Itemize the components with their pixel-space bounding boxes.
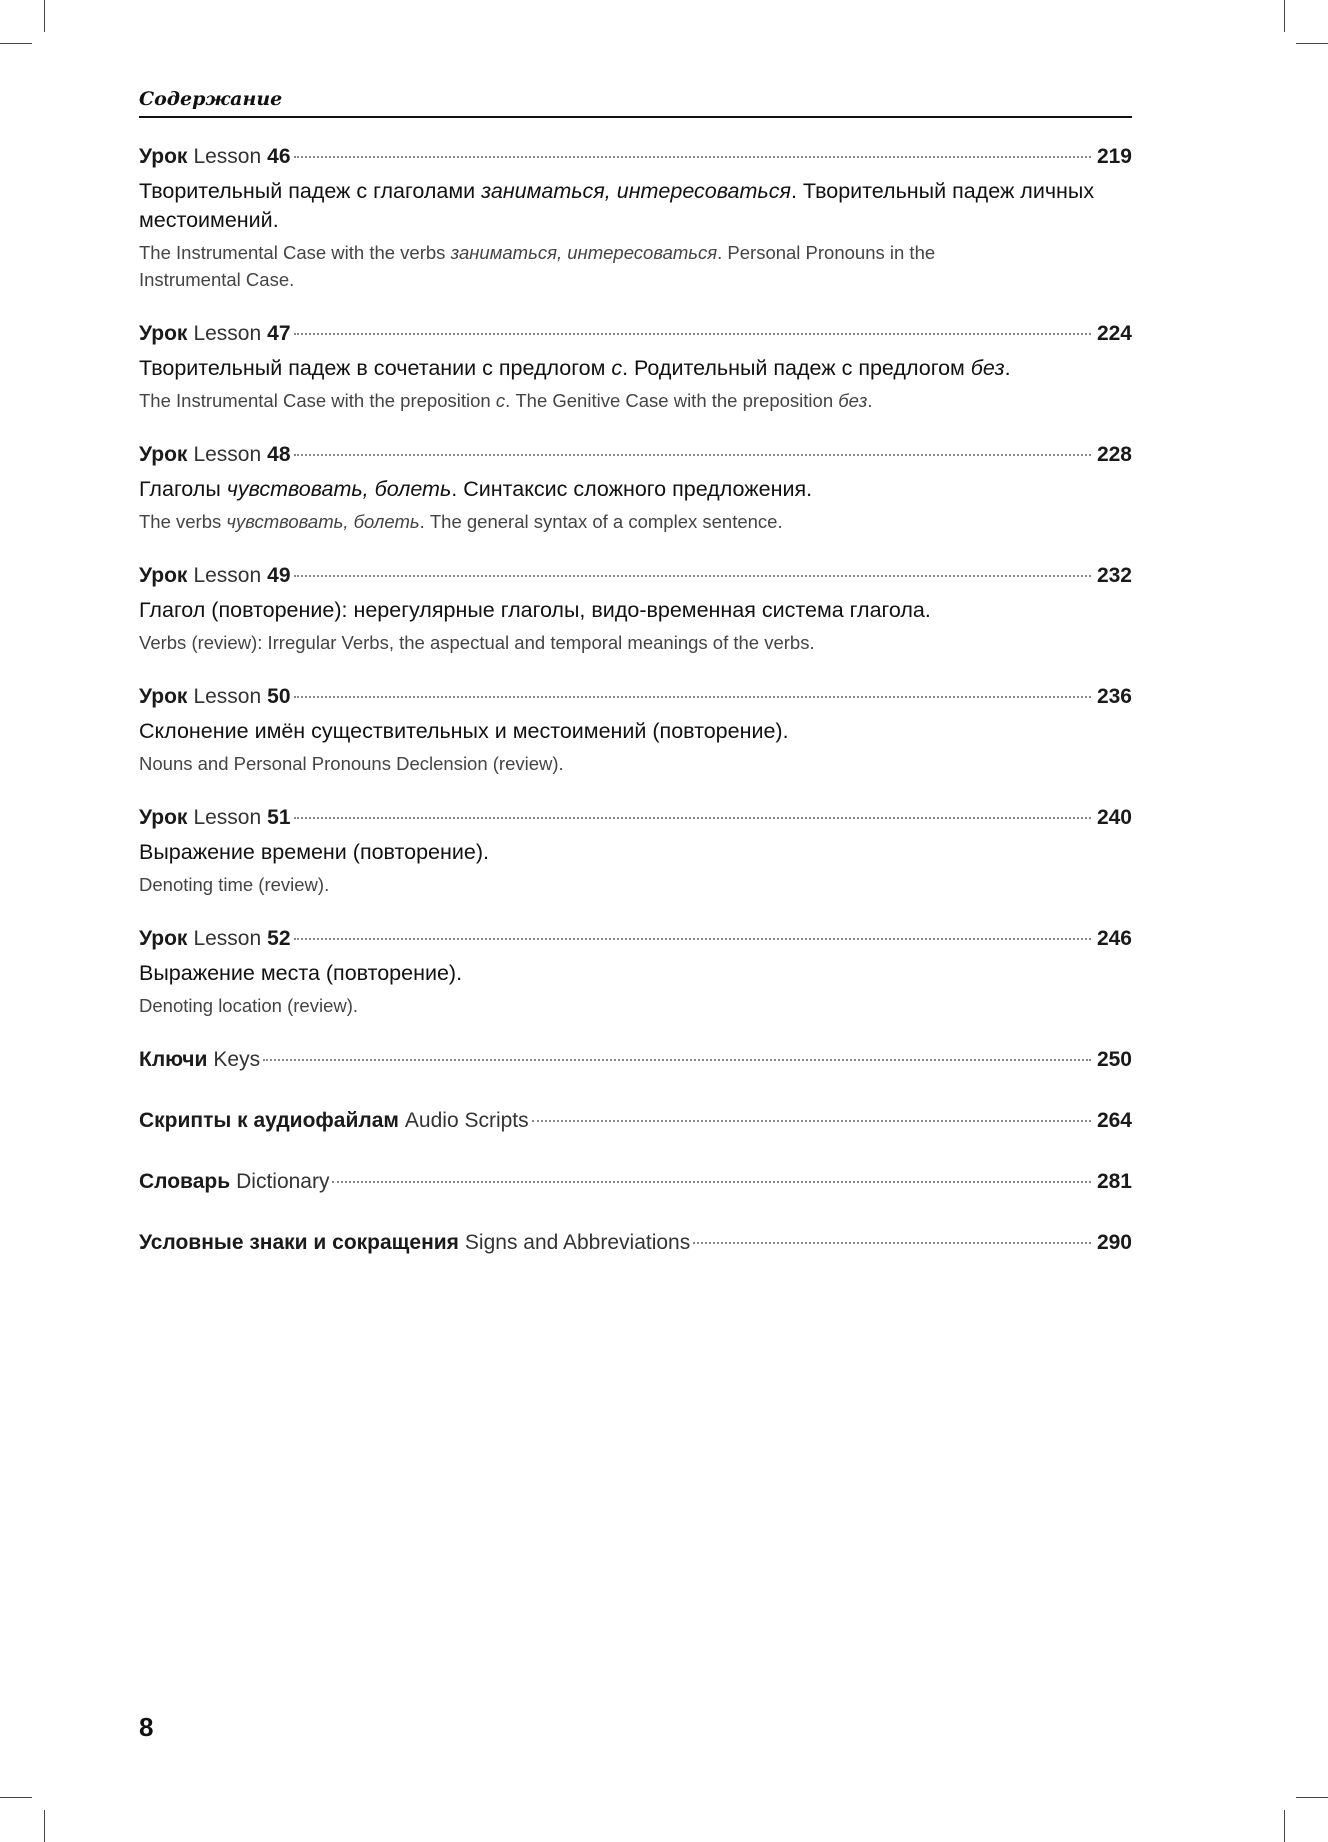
text-run-italic: чувствовать, болеть [226,477,452,501]
text-run-italic: заниматься, интересоваться [481,179,791,203]
crop-mark [1284,1810,1285,1842]
dot-leader [294,938,1091,940]
toc-entry-signs-abbreviations [139,1229,1132,1257]
page-number: 224 [1096,322,1132,345]
text-run-italic: чувствовать, болеть [226,511,420,532]
page-number: 219 [1096,145,1132,168]
lesson-title-en: Nouns and Personal Pronouns Declension (review). [139,753,564,774]
text-run: The Instrumental Case with the verbs [139,242,451,263]
text-run-italic: с [495,390,506,411]
text-run-italic: без [838,390,868,411]
dot-leader [294,333,1091,335]
text-run: The verbs [139,511,227,532]
header-rule [139,116,1132,118]
lesson-label-en: Lesson [193,685,262,708]
text-run: . The Genitive Case with the preposition [505,390,839,411]
toc-entry-heading[interactable] [139,1229,1132,1257]
crop-mark [44,0,45,32]
lesson-number: 47 [267,322,291,345]
page-number: 290 [1096,1231,1132,1254]
lesson-label-en: Lesson [193,322,262,345]
section-label-ru: Ключи [139,1048,208,1071]
page-number: 236 [1096,685,1132,708]
lesson-title-ru [139,177,1132,235]
lesson-label-ru: Урок [139,806,188,829]
text-run-italic: с [611,356,623,380]
toc-entry-lesson-48 [139,441,1132,535]
lesson-title-en: Verbs (review): Irregular Verbs, the aspectual and temporal meanings of the verbs. [139,632,815,653]
lesson-label-ru: Урок [139,927,188,950]
dot-leader [332,1181,1090,1183]
crop-mark [0,43,32,44]
section-label-ru: Скрипты к аудиофайлам [139,1109,399,1132]
dot-leader [294,817,1091,819]
lesson-title-ru [139,354,1132,383]
lesson-label-en: Lesson [193,927,262,950]
toc-entry-heading[interactable] [139,925,1132,953]
toc-entry-heading[interactable] [139,804,1132,832]
lesson-title-en: Denoting location (review). [139,995,359,1016]
lesson-label-en: Lesson [193,806,262,829]
toc-entry-heading[interactable] [139,562,1132,590]
lesson-title-en: Denoting time (review). [139,874,330,895]
toc-entry-heading[interactable] [139,143,1132,171]
lesson-label-ru: Урок [139,322,188,345]
text-run: . Родительный падеж с предлогом [622,356,971,380]
lesson-label-en: Lesson [193,443,262,466]
lesson-title-ru [139,475,1132,504]
lesson-label-en: Lesson [193,145,262,168]
dot-leader [294,454,1091,456]
text-run: Творительный падеж с глаголами [139,179,482,203]
table-of-contents [139,143,1132,1290]
toc-entry-heading[interactable] [139,441,1132,469]
toc-entry-heading[interactable] [139,1168,1132,1196]
text-run: . Творительный падеж личных местоимений. [139,179,1095,232]
text-run: . Синтаксис сложного предложения. [451,477,813,501]
toc-entry-lesson-50 [139,683,1132,777]
page-number: 264 [1096,1109,1132,1132]
lesson-title-ru: Выражение времени (повторение). [139,840,489,864]
section-label-en: Audio Scripts [404,1109,529,1132]
lesson-number: 49 [267,564,291,587]
text-run: . The general syntax of a complex sentence. [419,511,783,532]
lesson-title-en [139,239,969,293]
page-number: 228 [1096,443,1132,466]
lesson-number: 52 [267,927,291,950]
crop-mark [44,1810,45,1842]
page-number: 246 [1096,927,1132,950]
dot-leader [294,575,1091,577]
crop-mark [1296,43,1328,44]
section-label-en: Keys [213,1048,261,1071]
section-label-ru: Словарь [139,1170,231,1193]
lesson-number: 51 [267,806,291,829]
dot-leader [263,1059,1091,1061]
toc-entry-lesson-49 [139,562,1132,656]
lesson-title-ru: Выражение места (повторение). [139,961,463,985]
lesson-label-ru: Урок [139,685,188,708]
toc-entry-heading[interactable] [139,1107,1132,1135]
lesson-title-en [139,508,1132,535]
toc-entry-heading[interactable] [139,683,1132,711]
toc-entry-lesson-46 [139,143,1132,293]
toc-entry-heading[interactable] [139,1046,1132,1074]
dot-leader [294,156,1091,158]
text-run: The Instrumental Case with the preposition [139,390,496,411]
lesson-number: 50 [267,685,291,708]
text-run: Глаголы [139,477,227,501]
toc-entry-lesson-52 [139,925,1132,1019]
text-run-italic: без [970,356,1005,380]
lesson-number: 48 [267,443,291,466]
text-run: . [867,390,873,411]
lesson-number: 46 [267,145,291,168]
lesson-label-ru: Урок [139,145,188,168]
text-run-italic: заниматься, интересоваться [450,242,718,263]
toc-entry-dictionary [139,1168,1132,1196]
page-number: 232 [1096,564,1132,587]
text-run: . [1004,356,1011,380]
lesson-title-ru: Склонение имён существительных и местоимений (повторение). [139,719,789,743]
crop-mark [1296,1797,1328,1798]
toc-entry-lesson-47 [139,320,1132,414]
crop-mark [0,1797,32,1798]
dot-leader [532,1120,1091,1122]
crop-mark [1284,0,1285,32]
folio-page-number: 8 [139,1712,154,1742]
dot-leader [693,1242,1091,1244]
section-label-ru: Условные знаки и сокращения [139,1231,459,1254]
text-run: . Personal Pronouns in the Instrumental Case. [139,242,936,290]
toc-entry-heading[interactable] [139,320,1132,348]
toc-entry-audio-scripts [139,1107,1132,1135]
running-header: Содержание [139,88,283,110]
lesson-label-ru: Урок [139,443,188,466]
lesson-title-ru: Глагол (повторение): нерегулярные глаголы, видо-временная система глагола. [139,598,931,622]
toc-entry-lesson-51 [139,804,1132,898]
lesson-label-ru: Урок [139,564,188,587]
section-label-en: Signs and Abbreviations [464,1231,691,1254]
lesson-label-en: Lesson [193,564,262,587]
toc-entry-keys [139,1046,1132,1074]
page-number: 250 [1096,1048,1132,1071]
page-number: 281 [1096,1170,1132,1193]
lesson-title-en [139,387,1132,414]
page-number: 240 [1096,806,1132,829]
section-label-en: Dictionary [236,1170,330,1193]
dot-leader [294,696,1091,698]
text-run: Творительный падеж в сочетании с предлогом [139,356,612,380]
